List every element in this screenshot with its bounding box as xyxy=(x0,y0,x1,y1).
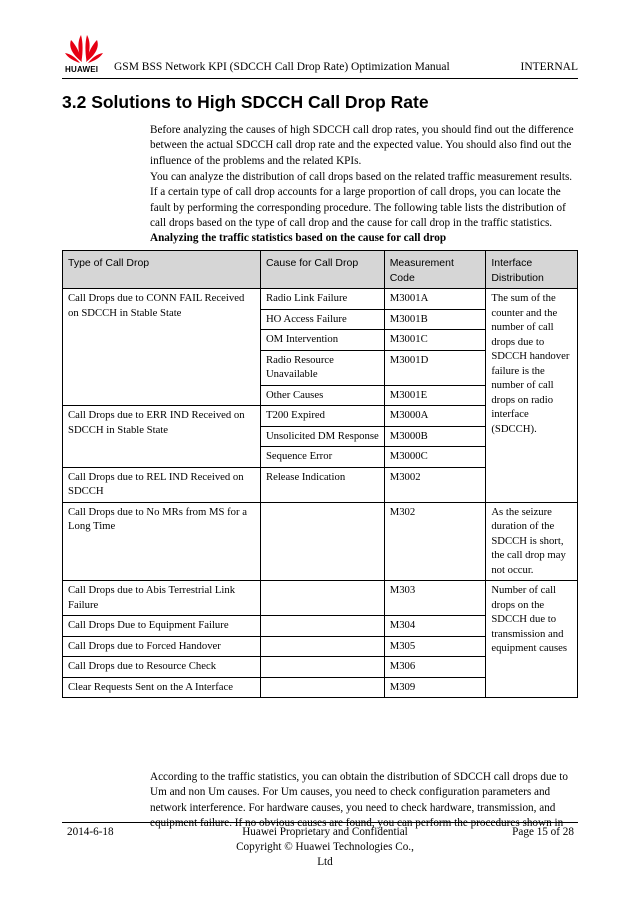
type-cell: Call Drops due to REL IND Received on SDCCH xyxy=(63,467,261,502)
cause-cell: Release Indication xyxy=(260,467,384,502)
type-cell: Clear Requests Sent on the A Interface xyxy=(63,677,261,698)
header-distribution: Interface Distribution xyxy=(486,251,578,289)
distribution-cell: The sum of the counter and the number of call drops due to SDCCH handover failure is the number of call drops on radio interface (SDCCH). xyxy=(486,289,578,503)
code-cell: M304 xyxy=(384,616,486,637)
cause-cell xyxy=(260,636,384,657)
distribution-cell: Number of call drops on the SDCCH due to transmission and equipment causes xyxy=(486,581,578,698)
cause-cell: OM Intervention xyxy=(260,330,384,351)
cause-cell xyxy=(260,502,384,581)
call-drop-table xyxy=(62,250,578,698)
cause-cell: Other Causes xyxy=(260,385,384,406)
type-cell: Call Drops due to No MRs from MS for a Long Time xyxy=(63,502,261,581)
table-row xyxy=(63,289,578,310)
footer-confidential: Huawei Proprietary and Confidential xyxy=(242,826,408,838)
type-cell: Call Drops Due to Equipment Failure xyxy=(63,616,261,637)
analysis-paragraph: You can analyze the distribution of call drops based on the related traffic measurement results. If a certain type of call drop accounts for a large proportion of call drops, you can locate the fault by performing the corresponding procedure. The following table lists the distribution of call drops based on the type of call drop and the cause for call drop in the traffic statistics. xyxy=(150,171,573,230)
document-title: GSM BSS Network KPI (SDCCH Call Drop Rate) Optimization Manual xyxy=(114,61,450,73)
cause-cell xyxy=(260,616,384,637)
code-cell: M303 xyxy=(384,581,486,616)
footer-date: 2014-6-18 xyxy=(67,826,114,838)
type-cell: Call Drops due to ERR IND Received on SDCCH in Stable State xyxy=(63,406,261,468)
cause-cell xyxy=(260,677,384,698)
code-cell: M3001B xyxy=(384,309,486,330)
code-cell: M302 xyxy=(384,502,486,581)
cause-cell: Unsolicited DM Response xyxy=(260,426,384,447)
code-cell: M3001D xyxy=(384,350,486,385)
footer-copyright-line: Copyright © Huawei Technologies Co., Ltd xyxy=(236,841,414,868)
header-type: Type of Call Drop xyxy=(63,251,261,289)
code-cell: M306 xyxy=(384,657,486,678)
code-cell: M3001C xyxy=(384,330,486,351)
table-row xyxy=(63,502,578,581)
code-cell: M3001E xyxy=(384,385,486,406)
header-code: Measurement Code xyxy=(384,251,486,289)
cause-cell xyxy=(260,581,384,616)
footer-copyright xyxy=(230,825,420,870)
code-cell: M3000A xyxy=(384,406,486,427)
logo-wordmark: HUAWEI xyxy=(65,65,99,74)
cause-cell xyxy=(260,657,384,678)
section-title: 3.2 Solutions to High SDCCH Call Drop Rate xyxy=(62,92,429,112)
cause-cell: HO Access Failure xyxy=(260,309,384,330)
code-cell: M309 xyxy=(384,677,486,698)
code-cell: M3002 xyxy=(384,467,486,502)
huawei-logo xyxy=(62,32,106,76)
cause-cell: Radio Link Failure xyxy=(260,289,384,310)
page-header xyxy=(62,32,578,79)
conclusion-paragraph: According to the traffic statistics, you can obtain the distribution of SDCCH call drops due to Um and non Um causes. For Um causes, you need to check configuration parameters and network interference. For hardware causes, you need to check hardware, transmission, and equipment failure. If no obvious causes are found, you can perform the procedures shown in xyxy=(150,771,569,830)
cause-cell: Radio Resource Unavailable xyxy=(260,350,384,385)
table-caption: Analyzing the traffic statistics based on the cause for call drop xyxy=(150,232,447,244)
header-cause: Cause for Call Drop xyxy=(260,251,384,289)
cause-cell: T200 Expired xyxy=(260,406,384,427)
type-cell: Call Drops due to Resource Check xyxy=(63,657,261,678)
table-header-row xyxy=(63,251,578,289)
code-cell: M3000B xyxy=(384,426,486,447)
classification-label: INTERNAL xyxy=(520,61,578,73)
distribution-cell: As the seizure duration of the SDCCH is short, the call drop may not occur. xyxy=(486,502,578,581)
table-row xyxy=(63,581,578,616)
cause-cell: Sequence Error xyxy=(260,447,384,468)
code-cell: M305 xyxy=(384,636,486,657)
huawei-petal-icon xyxy=(62,32,106,66)
page-footer xyxy=(62,822,578,868)
type-cell: Call Drops due to Forced Handover xyxy=(63,636,261,657)
code-cell: M3000C xyxy=(384,447,486,468)
code-cell: M3001A xyxy=(384,289,486,310)
type-cell: Call Drops due to CONN FAIL Received on SDCCH in Stable State xyxy=(63,289,261,406)
intro-paragraph: Before analyzing the causes of high SDCCH call drop rates, you should find out the difference between the actual SDCCH call drop rate and the expected value. You should also find out the influence of the problems and the related KPIs. xyxy=(150,124,574,167)
type-cell: Call Drops due to Abis Terrestrial Link Failure xyxy=(63,581,261,616)
page-number: Page 15 of 28 xyxy=(512,826,574,838)
